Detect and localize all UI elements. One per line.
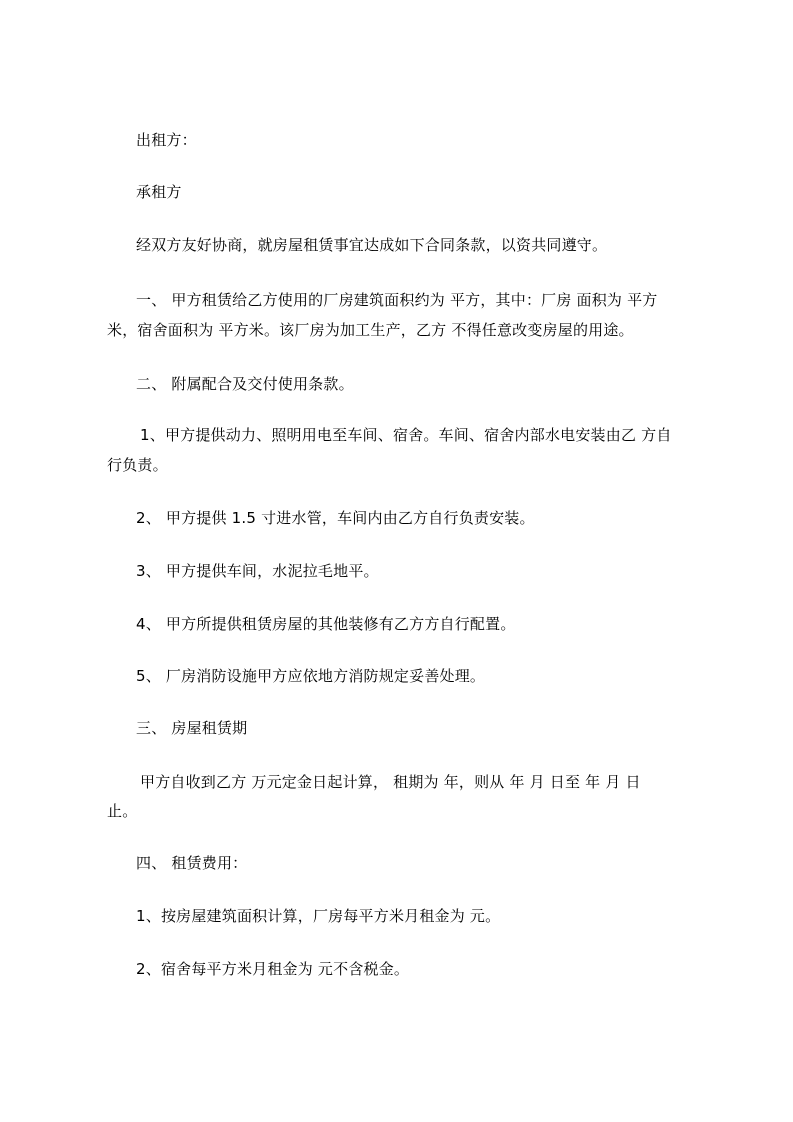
intro-paragraph: 经双方友好协商，就房屋租赁事宜达成如下合同条款，以资共同遵守。 [136, 236, 608, 254]
clause-2-title: 二、 附属配合及交付使用条款。 [136, 375, 354, 393]
clause-2-item-4: 4、 甲方所提供租赁房屋的其他装修有乙方方自行配置。 [136, 615, 516, 633]
clause-1-line-2: 米，宿舍面积为 平方米。该厂房为加工生产，乙方 不得任意改变房屋的用途。 [107, 321, 634, 339]
clause-4-title: 四、 租赁费用： [136, 854, 248, 872]
clause-4-item-1: 1、按房屋建筑面积计算，厂房每平方米月租金为 元。 [136, 907, 501, 925]
clause-3-title: 三、 房屋租赁期 [136, 719, 248, 737]
clause-2-item-2: 2、 甲方提供 1.5 寸进水管，车间内由乙方自行负责安装。 [136, 509, 535, 527]
clause-3-body-line-1: 甲方自收到乙方 万元定金日起计算， 租期为 年，则从 年 月 日至 年 月 日 [140, 773, 641, 791]
lessee-label: 承租方 [136, 183, 182, 201]
clause-2-item-1-line-1: 1、甲方提供动力、照明用电至车间、宿舍。车间、宿舍内部水电安装由乙 方自 [140, 426, 672, 444]
clause-2-item-5: 5、 厂房消防设施甲方应依地方消防规定妥善处理。 [136, 667, 486, 685]
clause-1-line-1: 一、 甲方租赁给乙方使用的厂房建筑面积约为 平方，其中：厂房 面积为 平方 [136, 291, 658, 309]
clause-2-item-1-line-2: 行负责。 [107, 456, 168, 474]
clause-3-body-line-2: 止。 [107, 802, 138, 820]
lessor-label: 出租方： [136, 131, 197, 149]
clause-4-item-2: 2、宿舍每平方米月租金为 元不含税金。 [136, 960, 410, 978]
clause-2-item-3: 3、 甲方提供车间，水泥拉毛地平。 [136, 562, 379, 580]
